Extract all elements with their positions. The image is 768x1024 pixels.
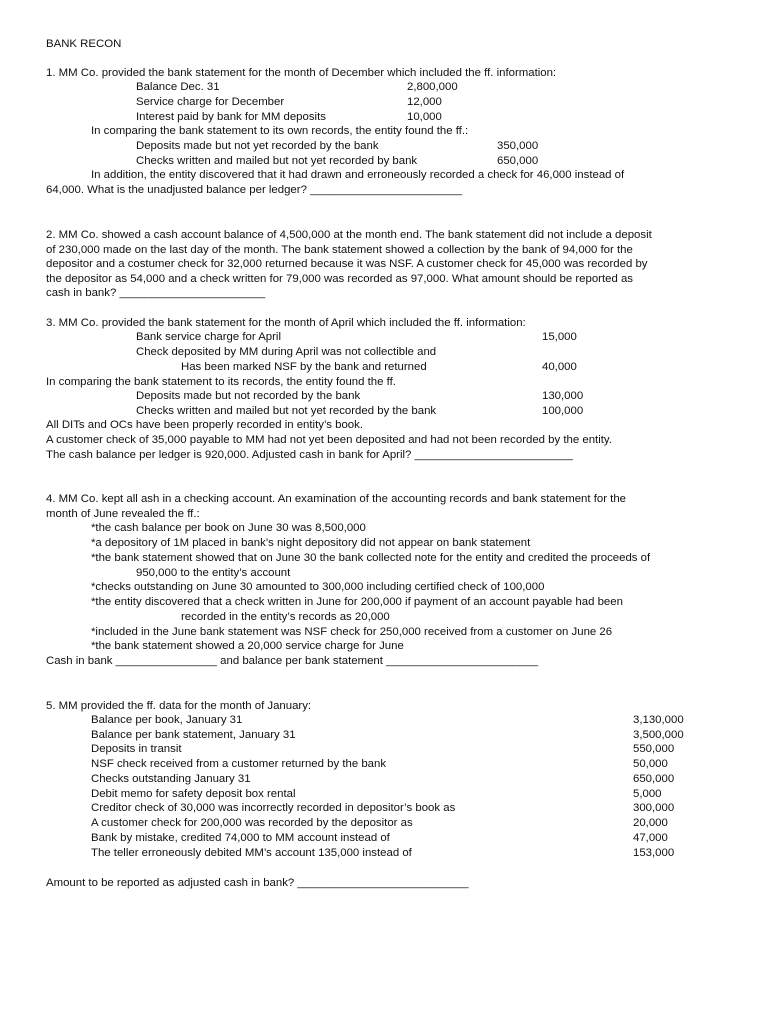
q1-found-label: Deposits made but not yet recorded by the bank: [136, 140, 379, 152]
q4-answer-line: Cash in bank ________________ and balance per bank statement ________________________: [46, 655, 539, 667]
q4-bullet: *the bank statement showed that on June 30 the bank collected note for the entity and credited the proceeds of: [91, 552, 651, 564]
q4-bullet-continued: 950,000 to the entity’s account: [136, 567, 291, 579]
q1-compare: In comparing the bank statement to its own records, the entity found the ff.:: [91, 125, 469, 137]
q3-nsf-value: 40,000: [542, 361, 577, 373]
q5-item-label: A customer check for 200,000 was recorded by the depositor as: [91, 817, 413, 829]
q4-bullet: *the bank statement showed a 20,000 service charge for June: [91, 640, 404, 652]
q3-line: All DITs and OCs have been properly recorded in entity’s book.: [46, 419, 363, 431]
q1-found-label: Checks written and mailed but not yet recorded by bank: [136, 155, 418, 167]
q4-bullet: *the entity discovered that a check written in June for 200,000 if payment of an account payable had been: [91, 596, 623, 608]
q5-item-value: 153,000: [633, 847, 675, 859]
q5-intro: 5. MM provided the ff. data for the month of January:: [46, 700, 312, 712]
q4-bullet: *a depository of 1M placed in bank’s night depository did not appear on bank statement: [91, 537, 531, 549]
q5-item-value: 20,000: [633, 817, 668, 829]
q3-question-line: The cash balance per ledger is 920,000. Adjusted cash in bank for April? _________________________: [46, 449, 573, 461]
q5-item-value: 300,000: [633, 802, 675, 814]
q5-item-value: 47,000: [633, 832, 668, 844]
q5-item-value: 3,130,000: [633, 714, 684, 726]
q5-item-value: 5,000: [633, 788, 662, 800]
q2-line: 2. MM Co. showed a cash account balance of 4,500,000 at the month end. The bank statement did not include a deposit: [46, 229, 652, 241]
q1-item-value: 2,800,000: [407, 81, 458, 93]
q4-bullet-continued: recorded in the entity’s records as 20,000: [181, 611, 390, 623]
q5-item-label: Debit memo for safety deposit box rental: [91, 788, 296, 800]
q3-found-value: 100,000: [542, 405, 584, 417]
q5-item-label: Bank by mistake, credited 74,000 to MM account instead of: [91, 832, 390, 844]
q1-found-value: 650,000: [497, 155, 539, 167]
q3-nsf-label: Has been marked NSF by the bank and returned: [181, 361, 427, 373]
q1-item-value: 12,000: [407, 96, 442, 108]
q3-found-label: Deposits made but not recorded by the bank: [136, 390, 361, 402]
q2-line: the depositor as 54,000 and a check written for 79,000 was recorded as 97,000. What amount should be reported as: [46, 273, 633, 285]
q1-addition-line: In addition, the entity discovered that it had drawn and erroneously recorded a check for 46,000 instead of: [91, 169, 625, 181]
q4-bullet: *the cash balance per book on June 30 was 8,500,000: [91, 522, 366, 534]
q4-intro: 4. MM Co. kept all ash in a checking account. An examination of the accounting records and bank statement for the: [46, 493, 626, 505]
q4-intro: month of June revealed the ff.:: [46, 508, 200, 520]
q5-item-value: 550,000: [633, 743, 675, 755]
q1-item-label: Interest paid by bank for MM deposits: [136, 111, 326, 123]
q5-item-label: Deposits in transit: [91, 743, 182, 755]
q3-service-label: Bank service charge for April: [136, 331, 281, 343]
q5-answer-line: Amount to be reported as adjusted cash in bank? ___________________________: [46, 877, 469, 889]
q1-found-value: 350,000: [497, 140, 539, 152]
q3-service-value: 15,000: [542, 331, 577, 343]
q1-intro: 1. MM Co. provided the bank statement for the month of December which included the ff. information:: [46, 67, 557, 79]
q2-line: depositor and a costumer check for 32,000 returned because it was NSF. A customer check for 45,000 was recorded by: [46, 258, 648, 270]
q1-item-label: Service charge for December: [136, 96, 285, 108]
q3-found-label: Checks written and mailed but not yet recorded by the bank: [136, 405, 437, 417]
q5-item-label: NSF check received from a customer returned by the bank: [91, 758, 387, 770]
q1-item-value: 10,000: [407, 111, 442, 123]
q5-item-value: 3,500,000: [633, 729, 684, 741]
q5-item-value: 650,000: [633, 773, 675, 785]
q4-bullet: *checks outstanding on June 30 amounted to 300,000 including certified check of 100,000: [91, 581, 545, 593]
q2-line: cash in bank? _______________________: [46, 287, 266, 299]
q5-item-label: Balance per bank statement, January 31: [91, 729, 296, 741]
q3-line: A customer check of 35,000 payable to MM had not yet been deposited and had not been recorded by the entity.: [46, 434, 612, 446]
q3-intro: 3. MM Co. provided the bank statement for the month of April which included the ff. information:: [46, 317, 526, 329]
q1-question-line: 64,000. What is the unadjusted balance per ledger? ________________________: [46, 184, 463, 196]
q1-item-label: Balance Dec. 31: [136, 81, 220, 93]
q5-item-value: 50,000: [633, 758, 668, 770]
q3-found-value: 130,000: [542, 390, 584, 402]
q5-item-label: The teller erroneously debited MM’s account 135,000 instead of: [91, 847, 412, 859]
q5-item-label: Balance per book, January 31: [91, 714, 243, 726]
q3-nsf-label: Check deposited by MM during April was not collectible and: [136, 346, 437, 358]
q4-bullet: *included in the June bank statement was NSF check for 250,000 received from a customer on June 26: [91, 626, 613, 638]
q5-item-label: Checks outstanding January 31: [91, 773, 251, 785]
q2-line: of 230,000 made on the last day of the month. The bank statement showed a collection by the bank of 94,000 for the: [46, 244, 633, 256]
q5-item-label: Creditor check of 30,000 was incorrectly recorded in depositor’s book as: [91, 802, 456, 814]
q3-compare: In comparing the bank statement to its records, the entity found the ff.: [46, 376, 396, 388]
document-title: BANK RECON: [46, 38, 122, 50]
